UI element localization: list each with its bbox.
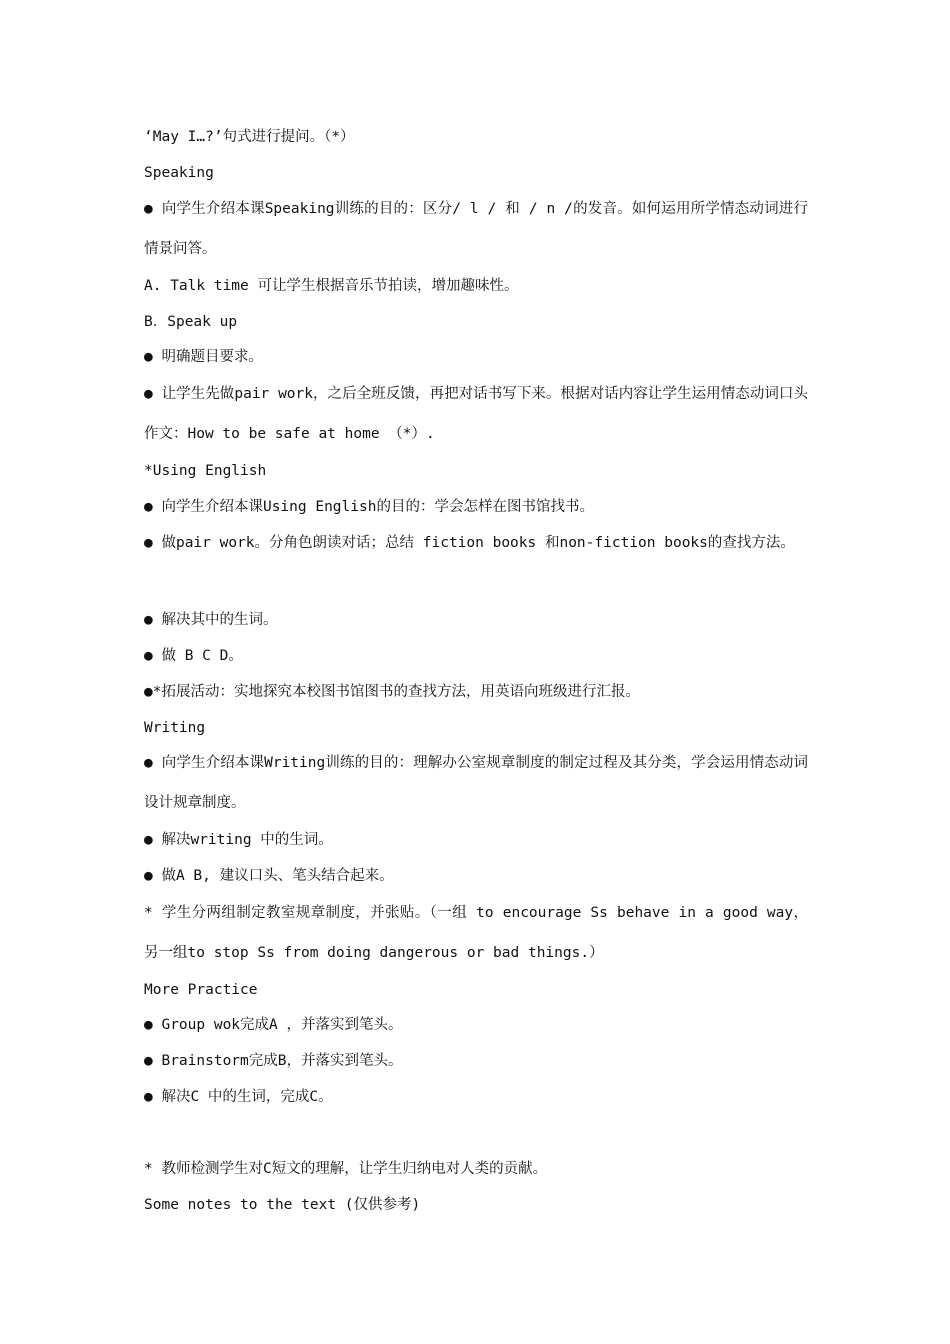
heading-some-notes: Some notes to the text (仅供参考) [144,1197,421,1213]
item-speak-up: B．Speak up [144,314,238,330]
text-line-may-i: ‘May I…?’句式进行提问。（*） [144,129,355,145]
bullet-do-bcd: ● 做 B C D。 [144,648,243,664]
bullet-new-words: ● 解决其中的生词。 [144,612,278,628]
bullet-solve-c: ● 解决C 中的生词，完成C。 [144,1089,333,1105]
bullet-using-english-purpose: ● 向学生介绍本课Using English的目的：学会怎样在图书馆找书。 [144,499,594,515]
item-classroom-rules: * 学生分两组制定教室规章制度，并张贴。（一组 to encourage Ss behave in a good way，另一组to stop Ss from doing dangerous or bad things.） [144,905,808,961]
bullet-extension-activity: ●*拓展活动：实地探究本校图书馆图书的查找方法，用英语向班级进行汇报。 [144,684,640,700]
item-teacher-check: * 教师检测学生对C短文的理解，让学生归纳电对人类的贡献。 [144,1161,548,1177]
bullet-writing-words: ● 解决writing 中的生词。 [144,832,333,848]
bullet-writing-purpose: ● 向学生介绍本课Writing训练的目的：理解办公室规章制度的制定过程及其分类，学会运用情态动词设计规章制度。 [144,755,808,811]
bullet-role-reading: ● 做pair work。分角色朗读对话；总结 fiction books 和non-fiction books的查找方法。 [144,535,795,551]
bullet-do-ab: ● 做A B, 建议口头、笔头结合起来。 [144,868,394,884]
heading-writing: Writing [144,720,206,736]
heading-speaking: Speaking [144,165,214,181]
heading-more-practice: More Practice [144,982,258,998]
bullet-brainstorm: ● Brainstorm完成B，并落实到笔头。 [144,1053,403,1069]
heading-using-english: *Using English [144,463,267,479]
bullet-requirements: ● 明确题目要求。 [144,349,263,365]
bullet-group-work: ● Group wok完成A ，并落实到笔头。 [144,1017,403,1033]
bullet-pair-work: ● 让学生先做pair work，之后全班反馈，再把对话书写下来。根据对话内容让学生运用情态动词口头作文：How to be safe at home （*）. [144,386,808,442]
item-talk-time: A. Talk time 可让学生根据音乐节拍读，增加趣味性。 [144,278,519,294]
bullet-speaking-purpose: ● 向学生介绍本课Speaking训练的目的：区分/ l / 和 / n /的发音。如何运用所学情态动词进行情景问答。 [144,201,808,257]
